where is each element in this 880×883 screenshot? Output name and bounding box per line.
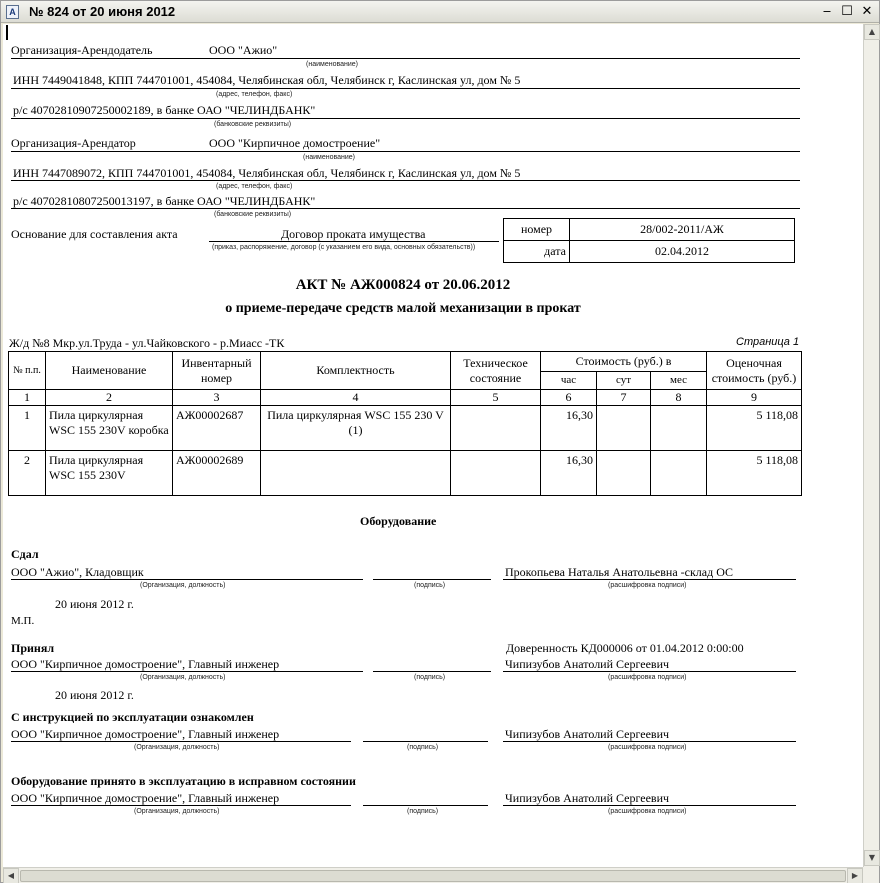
received-org: ООО "Кирпичное домостроение", Главный инженер	[11, 657, 280, 671]
caption: (расшифровка подписи)	[608, 582, 687, 589]
scroll-right-icon[interactable]: ▶	[847, 868, 863, 883]
lessee-bank: р/с 40702810807250013197, в банке ОАО "ЧЕЛИНДБАНК"	[13, 194, 316, 208]
org-line	[11, 805, 351, 806]
row-num: 2	[9, 451, 46, 496]
col-number: 5	[451, 390, 541, 406]
page-number: Страница 1	[736, 336, 800, 348]
date-value: 02.04.2012	[570, 241, 795, 263]
scroll-down-icon[interactable]: ▼	[864, 850, 880, 866]
table-row	[9, 406, 802, 451]
row-tech	[451, 451, 541, 496]
caption: (подпись)	[414, 674, 446, 681]
col-number: 7	[597, 390, 651, 406]
date-label: дата	[504, 241, 570, 263]
header-est: Оценочная стоимость (руб.)	[707, 352, 802, 390]
close-button[interactable]: ✕	[861, 4, 873, 19]
caption: (расшифровка подписи)	[608, 674, 687, 681]
row-est: 5 118,08	[707, 451, 802, 496]
scroll-left-icon[interactable]: ◀	[3, 868, 19, 883]
row-day	[597, 451, 651, 496]
caption: (Организация, должность)	[140, 674, 226, 681]
caption: (наименование)	[303, 154, 355, 161]
col-number: 3	[173, 390, 261, 406]
row-day	[597, 406, 651, 451]
act-subtitle: о приеме-передаче средств малой механизации в прокат	[225, 301, 581, 316]
sign-line	[363, 805, 488, 806]
col-number: 2	[46, 390, 173, 406]
lessee-label: Организация-Арендатор	[11, 136, 136, 150]
lessor-bank: р/с 40702810907250002189, в банке ОАО "ЧЕЛИНДБАНК"	[13, 103, 316, 117]
caption: (расшифровка подписи)	[608, 744, 687, 751]
document-icon: A	[6, 5, 19, 19]
row-month	[651, 451, 707, 496]
col-number: 6	[541, 390, 597, 406]
decode-line	[503, 579, 796, 580]
scroll-up-icon[interactable]: ▲	[864, 24, 880, 40]
row-num: 1	[9, 406, 46, 451]
lessee-address: ИНН 7447089072, КПП 744701001, 454084, Челябинская обл, Челябинск г, Каслинская ул, дом № 5	[13, 166, 521, 180]
caption: (адрес, телефон, факс)	[216, 183, 293, 190]
caption: (банковские реквизиты)	[214, 211, 292, 218]
accepted-org: ООО "Кирпичное домостроение", Главный инженер	[11, 791, 280, 805]
equipment-label: Оборудование	[360, 514, 437, 528]
received-date: 20 июня 2012 г.	[55, 688, 134, 702]
horizontal-scrollbar[interactable]	[3, 867, 863, 883]
header-hour: час	[541, 372, 597, 390]
power-of-attorney: Доверенность КД000006 от 01.04.2012 0:00:00	[506, 641, 744, 655]
basis-label: Основание для составления акта	[11, 227, 178, 241]
lessee-name: ООО "Кирпичное домостроение"	[209, 136, 381, 150]
decode-line	[503, 741, 796, 742]
caption: (подпись)	[414, 582, 446, 589]
sign-line	[363, 741, 488, 742]
header-name: Наименование	[46, 352, 173, 390]
lessor-address: ИНН 7449041848, КПП 744701001, 454084, Челябинская обл, Челябинск г, Каслинская ул, дом № 5	[13, 73, 521, 87]
col-number: 1	[9, 390, 46, 406]
basis-value: Договор проката имущества	[281, 227, 426, 241]
caption: (подпись)	[407, 744, 439, 751]
vertical-scrollbar[interactable]	[863, 24, 879, 867]
text-cursor	[6, 25, 8, 40]
instructed-person: Чипизубов Анатолий Сергеевич	[505, 727, 670, 741]
row-name: Пила циркулярная WSC 155 230V коробка	[46, 406, 173, 451]
gave-person: Прокопьева Наталья Анатольевна -склад ОС	[505, 565, 734, 579]
lessor-name: ООО "Ажио"	[209, 43, 278, 57]
scroll-thumb[interactable]	[20, 870, 846, 882]
header-set: Комплектность	[261, 352, 451, 390]
row-month	[651, 406, 707, 451]
number-label: номер	[504, 219, 570, 241]
decode-line	[503, 805, 796, 806]
document-page[interactable]	[3, 24, 863, 867]
caption: (Организация, должность)	[140, 582, 226, 589]
divider	[11, 151, 800, 152]
row-set	[261, 451, 451, 496]
divider	[11, 208, 800, 209]
header-inv: Инвентарный номер	[173, 352, 261, 390]
org-line	[11, 671, 363, 672]
row-name: Пила циркулярная WSC 155 230V	[46, 451, 173, 496]
window-title: № 824 от 20 июня 2012	[29, 4, 176, 19]
maximize-button[interactable]: ☐	[841, 4, 853, 19]
header-month: мес	[651, 372, 707, 390]
received-person: Чипизубов Анатолий Сергеевич	[505, 657, 670, 671]
divider	[11, 118, 800, 119]
header-num: № п.п.	[9, 352, 46, 390]
caption: (расшифровка подписи)	[608, 808, 687, 815]
org-line	[11, 741, 351, 742]
row-inv: АЖ00002689	[173, 451, 261, 496]
caption: (адрес, телефон, факс)	[216, 91, 293, 98]
minimize-button[interactable]: ‒	[822, 4, 832, 19]
gave-date: 20 июня 2012 г.	[55, 597, 134, 611]
number-value: 28/002-2011/АЖ	[570, 219, 795, 241]
caption: (Организация, должность)	[134, 808, 220, 815]
scroll-corner	[863, 867, 879, 883]
row-inv: АЖ00002687	[173, 406, 261, 451]
instructed-heading: С инструкцией по эксплуатации ознакомлен	[11, 710, 254, 724]
sign-line	[373, 579, 491, 580]
row-est: 5 118,08	[707, 406, 802, 451]
caption: (наименование)	[306, 61, 358, 68]
row-tech	[451, 406, 541, 451]
col-number: 9	[707, 390, 802, 406]
caption: (Организация, должность)	[134, 744, 220, 751]
header-day: сут	[597, 372, 651, 390]
divider	[11, 88, 800, 89]
lessor-label: Организация-Арендодатель	[11, 43, 153, 57]
location: Ж/д №8 Мкр.ул.Труда - ул.Чайковского - р.Миасс -ТК	[9, 336, 285, 350]
row-hour: 16,30	[541, 406, 597, 451]
accepted-heading: Оборудование принято в эксплуатацию в исправном состоянии	[11, 774, 356, 788]
contract-table	[503, 218, 795, 263]
act-title: АКТ № АЖ000824 от 20.06.2012	[295, 277, 511, 293]
header-tech: Техническое состояние	[451, 352, 541, 390]
col-number: 8	[651, 390, 707, 406]
decode-line	[503, 671, 796, 672]
caption: (подпись)	[407, 808, 439, 815]
gave-org: ООО "Ажио", Кладовщик	[11, 565, 144, 579]
caption: (приказ, распоряжение, договор (с указанием его вида, основных обязательств))	[212, 244, 476, 251]
instructed-org: ООО "Кирпичное домостроение", Главный инженер	[11, 727, 280, 741]
accepted-person: Чипизубов Анатолий Сергеевич	[505, 791, 670, 805]
row-hour: 16,30	[541, 451, 597, 496]
divider	[11, 58, 800, 59]
received-heading: Принял	[11, 641, 55, 655]
col-number: 4	[261, 390, 451, 406]
divider	[11, 180, 800, 181]
items-table	[8, 351, 802, 496]
sign-line	[373, 671, 491, 672]
divider	[209, 241, 499, 242]
header-cost: Стоимость (руб.) в	[541, 352, 707, 372]
title-bar[interactable]	[1, 1, 879, 23]
table-row	[9, 451, 802, 496]
stamp-label: М.П.	[11, 615, 35, 627]
caption: (банковские реквизиты)	[214, 121, 292, 128]
row-set: Пила циркулярная WSC 155 230 V (1)	[261, 406, 451, 451]
org-line	[11, 579, 363, 580]
gave-heading: Сдал	[11, 547, 39, 561]
